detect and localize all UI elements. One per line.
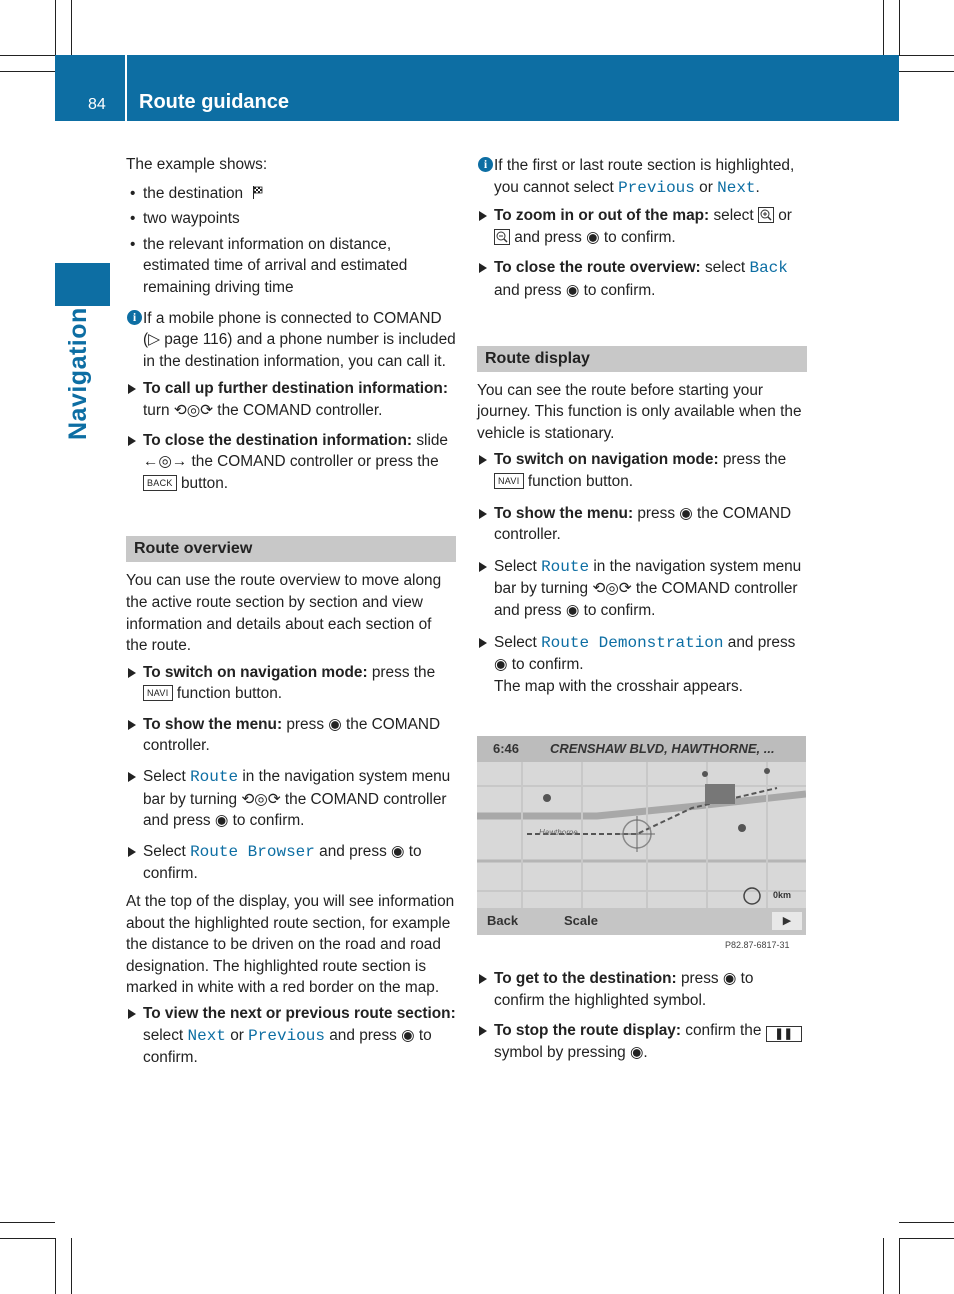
step-show-menu: To show the menu: press ◉ the COMAND controller. <box>126 714 456 757</box>
image-reference: P82.87-6817-31 <box>725 940 790 950</box>
intro-text: The example shows: <box>126 156 268 173</box>
map-play-icon[interactable]: ▶ <box>772 912 802 930</box>
bullet-destination: • the destination <box>126 183 456 205</box>
right-column <box>477 155 807 697</box>
map-graphic <box>477 736 806 935</box>
display-description: At the top of the display, you will see information about the highlighted route section, for example the distance to be driven on the road and road designation. The highlighted route section is marked in white with a red border on the map. <box>126 893 455 997</box>
menu-item-previous: Previous <box>618 178 695 197</box>
step-call-destination: To call up further destination information: turn ⟲◎⟳ the COMAND controller. <box>126 378 456 421</box>
step-navigation-mode: To switch on navigation mode: press the NAVI function button. <box>477 449 807 492</box>
step-route-demonstration: Select Route Demonstration and press ◉ to confirm. <box>477 632 807 676</box>
map-time: 6:46 <box>493 741 520 756</box>
crop-mark <box>0 55 55 56</box>
route-overview-intro: You can use the route overview to move along the active route section by section and view information and details about each section of the route. <box>126 572 442 655</box>
step-navigation-mode: To switch on navigation mode: press the NAVI function button. <box>126 662 456 705</box>
info-icon: i <box>127 310 142 325</box>
pause-icon: ❚❚ <box>766 1026 802 1042</box>
map-scale-button[interactable]: Scale <box>564 913 598 928</box>
crop-mark <box>55 0 56 55</box>
side-tab <box>55 263 110 306</box>
bullet-info: • the relevant information on distance, estimated time of arrival and estimated remaining driving time <box>126 234 456 299</box>
crop-mark <box>0 71 55 72</box>
map-back-button[interactable]: Back <box>487 913 519 928</box>
left-column <box>126 154 456 1069</box>
menu-item-route-browser: Route Browser <box>190 842 315 861</box>
back-key: BACK <box>143 475 177 491</box>
crop-mark <box>899 1238 900 1294</box>
zoom-out-icon <box>494 229 510 246</box>
info-icon: i <box>478 157 493 172</box>
side-section-label: Navigation <box>64 307 92 440</box>
header-divider <box>125 55 127 121</box>
flag-icon <box>247 185 263 202</box>
map-screenshot <box>477 736 806 935</box>
map-distance: 0km <box>773 890 792 900</box>
step-select-route: Select Route in the navigation system menu bar by turning ⟲◎⟳ the COMAND controller and press ◉ to confirm. <box>126 766 456 832</box>
crop-mark <box>899 1238 954 1239</box>
step-stop-display: To stop the route display: confirm the ❚❚ symbol by pressing ◉. <box>477 1020 807 1064</box>
menu-item-back: Back <box>749 259 788 278</box>
crop-mark <box>0 1238 55 1239</box>
step-next-previous: To view the next or previous route section: select Next or Previous and press ◉ to confirm. <box>126 1003 456 1069</box>
bullet-waypoints: • two waypoints <box>126 208 456 230</box>
menu-item-route: Route <box>190 768 239 787</box>
menu-item-next: Next <box>717 178 756 197</box>
map-street: CRENSHAW BLVD, HAWTHORNE, ... <box>550 741 775 756</box>
step-get-destination: To get to the destination: press ◉ to confirm the highlighted symbol. <box>477 968 807 1011</box>
section-heading-route-overview: Route overview <box>126 536 456 562</box>
step-close-overview: To close the route overview: select Back and press ◉ to confirm. <box>477 257 807 301</box>
crop-mark <box>899 1222 954 1223</box>
menu-item-route: Route <box>541 557 590 576</box>
route-display-intro: You can see the route before starting your journey. This function is only available when the vehicle is stationary. <box>477 381 802 442</box>
menu-item-route-demonstration: Route Demonstration <box>541 633 724 652</box>
section-heading-route-display: Route display <box>477 346 807 372</box>
page-number: 84 <box>88 96 106 113</box>
navi-key: NAVI <box>143 685 173 701</box>
crosshair-note: The map with the crosshair appears. <box>494 677 743 695</box>
zoom-in-icon <box>758 207 774 224</box>
crop-mark <box>71 1238 72 1294</box>
step-route-browser: Select Route Browser and press ◉ to confirm. <box>126 841 456 885</box>
info-note: i If a mobile phone is connected to COMAND (▷ page 116) and a phone number is included in the destination information, you can call it. <box>126 308 456 373</box>
info-first-last: i If the first or last route section is highlighted, you cannot select Previous or Next. <box>477 155 807 199</box>
crop-mark <box>899 55 954 56</box>
step-show-menu: To show the menu: press ◉ the COMAND controller. <box>477 503 807 546</box>
crop-mark <box>883 0 884 55</box>
crop-mark <box>899 71 954 72</box>
map-footer <box>477 908 806 935</box>
right-column-lower <box>477 968 807 1064</box>
crop-mark <box>883 1238 884 1294</box>
map-street-label: Hawthorne <box>539 828 578 837</box>
crop-mark <box>71 0 72 55</box>
navi-key: NAVI <box>494 473 524 489</box>
menu-item-next: Next <box>187 1026 226 1045</box>
step-select-route: Select Route in the navigation system menu bar by turning ⟲◎⟳ the COMAND controller and press ◉ to confirm. <box>477 556 807 622</box>
step-close-destination: To close the destination information: slide ←◎→ the COMAND controller or press the BACK button. <box>126 430 456 495</box>
crop-mark <box>899 0 900 55</box>
menu-item-previous: Previous <box>248 1026 325 1045</box>
step-zoom: To zoom in or out of the map: select or and press ◉ to confirm. <box>477 205 807 248</box>
crop-mark <box>55 1238 56 1294</box>
page-title: Route guidance <box>139 91 290 113</box>
crop-mark <box>0 1222 55 1223</box>
